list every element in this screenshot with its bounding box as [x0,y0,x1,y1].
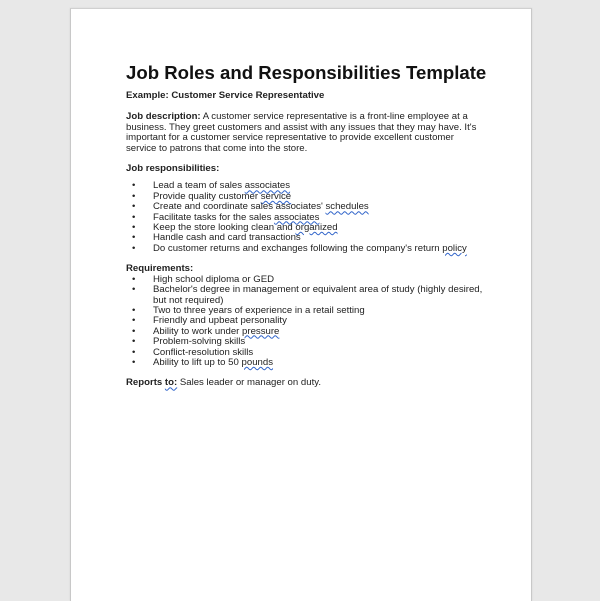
list-item-text: Bachelor's degree in management or equivalent area of study (highly desired, but not required) [153,284,483,306]
bullet-icon: • [132,284,136,296]
document-body [126,61,486,389]
list-item-text: Provide quality customer [153,190,261,202]
bullet-icon: • [132,336,136,348]
example-subtitle: Example: Customer Service Representative [126,90,325,101]
bullet-icon: • [132,325,136,337]
spellcheck-mark: associates [274,211,320,223]
bullet-icon: • [132,180,136,192]
bullet-icon: • [132,211,136,223]
job-description-label: Job description: [126,111,201,123]
document-title: Job Roles and Responsibilities Template [126,62,487,83]
requirements-list [126,275,486,369]
list-item-text: Ability to work under [153,325,243,337]
responsibilities-heading: Job responsibilities: [126,163,220,175]
list-item-text: Conflict-resolution skills [153,346,254,358]
bullet-icon: • [132,222,136,234]
spellcheck-mark: associates [244,180,291,192]
list-item-text: Friendly and upbeat personality [153,315,287,327]
spellcheck-mark: pounds [241,356,274,368]
bullet-icon: • [132,315,136,327]
list-item-text: Ability to lift up to 50 [153,356,242,368]
list-item-text: Two to three years of experience in a retail setting [153,304,365,316]
responsibilities-list [126,181,486,254]
job-description-paragraph [126,112,486,154]
bullet-icon: • [132,201,136,213]
requirement-item [126,285,486,306]
bullet-icon: • [132,346,136,358]
bullet-icon: • [132,232,136,244]
bullet-icon: • [132,190,136,202]
bullet-icon: • [132,304,136,316]
spellcheck-mark: to: [164,377,178,389]
responsibility-item [126,244,486,254]
list-item-text: High school diploma or GED [153,273,275,285]
list-item-text: Lead a team of sales [153,180,245,192]
list-item-text: Keep the store looking clean and [153,222,296,234]
spellcheck-mark: organized [295,222,338,234]
reports-to-line [126,378,486,388]
bullet-icon: • [132,242,136,254]
list-item-text: Facilitate tasks for the sales [153,211,275,223]
list-item-text: Create and coordinate sales associates' [153,201,326,213]
bullet-icon: • [132,356,136,368]
reports-to-text: Sales leader or manager on duty. [177,377,321,389]
spellcheck-mark: service [260,190,292,202]
bullet-icon: • [132,273,136,285]
spellcheck-mark: policy [442,242,467,254]
spellcheck-mark: schedules [325,201,369,213]
list-item-text: Handle cash and card transactions [153,232,301,244]
requirements-heading: Requirements: [126,263,194,275]
requirement-item [126,358,486,368]
reports-to-label: Reports to: [126,377,178,389]
document-page [70,8,532,601]
list-item-text: Problem-solving skills [153,336,246,348]
list-item-text: Do customer returns and exchanges following the company's return [153,242,443,254]
spellcheck-mark: pressure [242,325,280,337]
job-description-text: A customer service representative is a front-line employee at a business. They greet customers and assist with any issues that they may have. It's important for a customer service representative to provide excellent customer service to patrons that come into the store. [126,111,477,154]
